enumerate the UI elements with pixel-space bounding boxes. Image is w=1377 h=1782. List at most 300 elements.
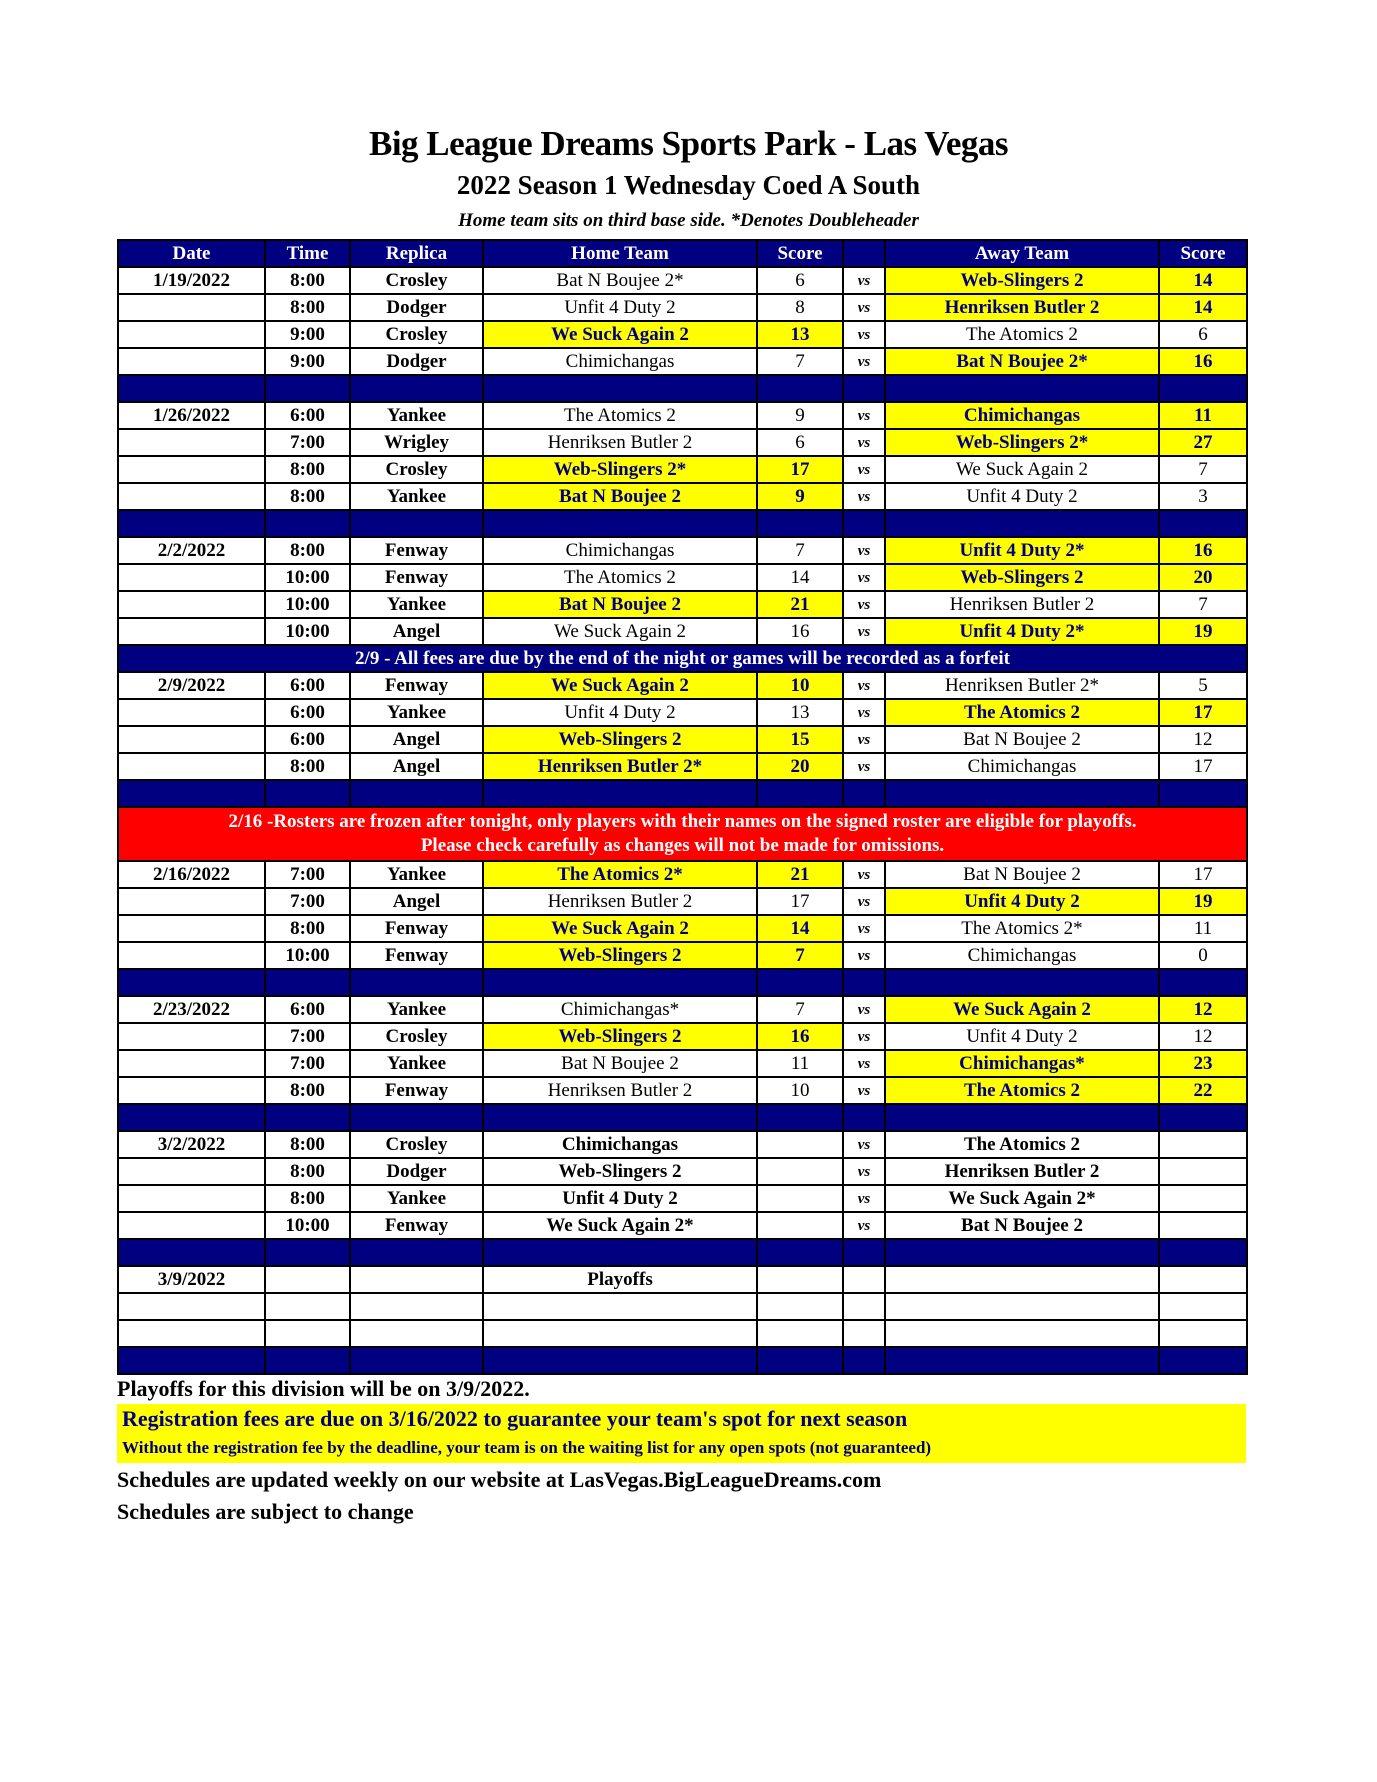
separator-cell <box>265 1104 350 1131</box>
home-team: Henriksen Butler 2 <box>483 1077 757 1104</box>
game-row <box>118 1320 1247 1347</box>
header-away-score: Score <box>1159 240 1247 267</box>
schedule-table <box>117 239 1248 1375</box>
game-time: 8:00 <box>265 915 350 942</box>
game-field: Yankee <box>350 591 483 618</box>
game-date <box>118 618 265 645</box>
week-separator <box>118 780 1247 807</box>
separator-cell <box>757 969 843 996</box>
game-date <box>118 1293 265 1320</box>
game-field: Angel <box>350 618 483 645</box>
away-team: We Suck Again 2 <box>885 456 1159 483</box>
separator-cell <box>265 1347 350 1374</box>
game-field: Fenway <box>350 915 483 942</box>
away-team: Chimichangas <box>885 942 1159 969</box>
separator-cell <box>350 1239 483 1266</box>
vs-label: vs <box>843 591 885 618</box>
vs-label: vs <box>843 348 885 375</box>
away-score: 12 <box>1159 726 1247 753</box>
away-score: 5 <box>1159 672 1247 699</box>
game-row <box>118 483 1247 510</box>
home-team: Chimichangas* <box>483 996 757 1023</box>
home-score: 16 <box>757 618 843 645</box>
game-row <box>118 348 1247 375</box>
game-row <box>118 753 1247 780</box>
separator-cell <box>885 1104 1159 1131</box>
game-field: Dodger <box>350 294 483 321</box>
separator-cell <box>265 1239 350 1266</box>
vs-label: vs <box>843 942 885 969</box>
home-score: 20 <box>757 753 843 780</box>
game-row <box>118 672 1247 699</box>
separator-cell <box>483 780 757 807</box>
vs-label: vs <box>843 537 885 564</box>
game-date: 2/16/2022 <box>118 861 265 888</box>
separator-cell <box>843 1347 885 1374</box>
roster-alert-row <box>118 807 1247 861</box>
game-field: Crosley <box>350 456 483 483</box>
game-date <box>118 321 265 348</box>
away-score <box>1159 1293 1247 1320</box>
game-date <box>118 726 265 753</box>
away-score: 12 <box>1159 1023 1247 1050</box>
game-date <box>118 429 265 456</box>
game-time: 8:00 <box>265 267 350 294</box>
week-separator <box>118 1104 1247 1131</box>
game-row <box>118 1185 1247 1212</box>
separator-cell <box>885 1239 1159 1266</box>
away-score: 11 <box>1159 402 1247 429</box>
separator-cell <box>118 1347 265 1374</box>
home-score <box>757 1158 843 1185</box>
separator-cell <box>757 510 843 537</box>
game-row <box>118 618 1247 645</box>
header-replica: Replica <box>350 240 483 267</box>
game-field <box>350 1293 483 1320</box>
game-time: 6:00 <box>265 699 350 726</box>
separator-cell <box>1159 1347 1247 1374</box>
separator-cell <box>350 969 483 996</box>
vs-label: vs <box>843 483 885 510</box>
vs-label: vs <box>843 267 885 294</box>
away-team: The Atomics 2 <box>885 321 1159 348</box>
header-away-team: Away Team <box>885 240 1159 267</box>
home-team: Web-Slingers 2 <box>483 1158 757 1185</box>
game-field: Fenway <box>350 942 483 969</box>
header-home-team: Home Team <box>483 240 757 267</box>
separator-cell <box>350 1347 483 1374</box>
home-team: The Atomics 2* <box>483 861 757 888</box>
game-field: Dodger <box>350 348 483 375</box>
home-team: We Suck Again 2 <box>483 915 757 942</box>
separator-cell <box>483 1104 757 1131</box>
game-date: 2/2/2022 <box>118 537 265 564</box>
game-time: 7:00 <box>265 429 350 456</box>
game-row <box>118 1293 1247 1320</box>
vs-label: vs <box>843 1185 885 1212</box>
game-field <box>350 1266 483 1293</box>
vs-label: vs <box>843 294 885 321</box>
game-time: 6:00 <box>265 672 350 699</box>
game-time: 10:00 <box>265 564 350 591</box>
game-row <box>118 591 1247 618</box>
separator-cell <box>118 969 265 996</box>
game-date <box>118 348 265 375</box>
game-date <box>118 1023 265 1050</box>
vs-label: vs <box>843 1077 885 1104</box>
vs-label: vs <box>843 672 885 699</box>
game-time: 8:00 <box>265 753 350 780</box>
away-score <box>1159 1320 1247 1347</box>
vs-label: vs <box>843 1158 885 1185</box>
game-row <box>118 1023 1247 1050</box>
away-score: 7 <box>1159 591 1247 618</box>
away-team: Web-Slingers 2 <box>885 564 1159 591</box>
game-date <box>118 591 265 618</box>
away-team: We Suck Again 2 <box>885 996 1159 1023</box>
game-field: Crosley <box>350 1023 483 1050</box>
game-date: 2/23/2022 <box>118 996 265 1023</box>
game-field: Yankee <box>350 483 483 510</box>
roster-alert <box>118 807 1247 861</box>
separator-cell <box>885 780 1159 807</box>
game-time: 8:00 <box>265 294 350 321</box>
home-team: Bat N Boujee 2 <box>483 591 757 618</box>
game-date <box>118 564 265 591</box>
vs-label <box>843 1266 885 1293</box>
schedule-note: Home team sits on third base side. *Denotes Doubleheader <box>458 210 919 231</box>
vs-label: vs <box>843 1023 885 1050</box>
separator-cell <box>843 510 885 537</box>
game-date <box>118 1077 265 1104</box>
separator-cell <box>885 510 1159 537</box>
vs-label: vs <box>843 1050 885 1077</box>
away-team: The Atomics 2 <box>885 1077 1159 1104</box>
header-date: Date <box>118 240 265 267</box>
home-score: 10 <box>757 1077 843 1104</box>
separator-cell <box>483 1347 757 1374</box>
registration-note: Registration fees are due on 3/16/2022 to guarantee your team's spot for next season <box>122 1406 908 1431</box>
away-team: Bat N Boujee 2 <box>885 861 1159 888</box>
separator-cell <box>1159 780 1247 807</box>
game-time: 8:00 <box>265 1158 350 1185</box>
game-row <box>118 429 1247 456</box>
away-team: The Atomics 2 <box>885 1131 1159 1158</box>
vs-label: vs <box>843 402 885 429</box>
game-field: Crosley <box>350 321 483 348</box>
game-row <box>118 1212 1247 1239</box>
game-row <box>118 1131 1247 1158</box>
game-date: 1/19/2022 <box>118 267 265 294</box>
away-score: 17 <box>1159 753 1247 780</box>
home-score: 11 <box>757 1050 843 1077</box>
home-team: Web-Slingers 2 <box>483 942 757 969</box>
away-team: Web-Slingers 2 <box>885 267 1159 294</box>
game-row <box>118 942 1247 969</box>
home-score: 8 <box>757 294 843 321</box>
game-date <box>118 888 265 915</box>
home-team: Henriksen Butler 2 <box>483 429 757 456</box>
home-score <box>757 1320 843 1347</box>
separator-cell <box>1159 969 1247 996</box>
separator-cell <box>885 969 1159 996</box>
home-team: Web-Slingers 2 <box>483 726 757 753</box>
away-score: 16 <box>1159 348 1247 375</box>
separator-cell <box>757 780 843 807</box>
game-field: Fenway <box>350 1077 483 1104</box>
game-date <box>118 294 265 321</box>
game-row <box>118 1158 1247 1185</box>
vs-label: vs <box>843 753 885 780</box>
vs-label: vs <box>843 888 885 915</box>
game-date: 2/9/2022 <box>118 672 265 699</box>
game-field: Yankee <box>350 996 483 1023</box>
game-time: 8:00 <box>265 537 350 564</box>
separator-cell <box>483 375 757 402</box>
home-team: Web-Slingers 2 <box>483 1023 757 1050</box>
separator-cell <box>1159 510 1247 537</box>
game-field: Yankee <box>350 861 483 888</box>
away-score: 22 <box>1159 1077 1247 1104</box>
away-team: Bat N Boujee 2 <box>885 1212 1159 1239</box>
game-row <box>118 996 1247 1023</box>
away-team: Chimichangas <box>885 753 1159 780</box>
home-team: We Suck Again 2 <box>483 618 757 645</box>
separator-cell <box>757 1347 843 1374</box>
game-row <box>118 267 1247 294</box>
game-field: Dodger <box>350 1158 483 1185</box>
away-score: 7 <box>1159 456 1247 483</box>
separator-cell <box>350 780 483 807</box>
away-team: Chimichangas <box>885 402 1159 429</box>
fees-notice: 2/9 - All fees are due by the end of the night or games will be recorded as a forfeit <box>118 645 1247 672</box>
home-team: Chimichangas <box>483 537 757 564</box>
vs-label: vs <box>843 699 885 726</box>
away-team: Henriksen Butler 2 <box>885 591 1159 618</box>
away-score <box>1159 1131 1247 1158</box>
game-row <box>118 699 1247 726</box>
away-team: Bat N Boujee 2 <box>885 726 1159 753</box>
home-score <box>757 1185 843 1212</box>
away-team: Unfit 4 Duty 2 <box>885 888 1159 915</box>
game-field: Yankee <box>350 699 483 726</box>
vs-label: vs <box>843 618 885 645</box>
separator-cell <box>118 1239 265 1266</box>
away-score: 23 <box>1159 1050 1247 1077</box>
game-time: 8:00 <box>265 1185 350 1212</box>
game-field: Yankee <box>350 1050 483 1077</box>
game-time: 6:00 <box>265 996 350 1023</box>
game-time: 7:00 <box>265 861 350 888</box>
away-score: 19 <box>1159 618 1247 645</box>
fees-notice-row <box>118 645 1247 672</box>
game-time <box>265 1266 350 1293</box>
home-team: Web-Slingers 2* <box>483 456 757 483</box>
away-team: Henriksen Butler 2 <box>885 294 1159 321</box>
game-time: 8:00 <box>265 456 350 483</box>
away-score: 6 <box>1159 321 1247 348</box>
home-score: 7 <box>757 348 843 375</box>
game-time: 10:00 <box>265 1212 350 1239</box>
separator-cell <box>757 375 843 402</box>
vs-label: vs <box>843 861 885 888</box>
game-row <box>118 321 1247 348</box>
game-time: 10:00 <box>265 591 350 618</box>
separator-cell <box>350 375 483 402</box>
home-score: 9 <box>757 483 843 510</box>
separator-cell <box>483 969 757 996</box>
playoffs-note: Playoffs for this division will be on 3/9/2022. <box>117 1376 530 1401</box>
game-time: 7:00 <box>265 1050 350 1077</box>
away-score: 17 <box>1159 699 1247 726</box>
game-field: Yankee <box>350 402 483 429</box>
game-date <box>118 1158 265 1185</box>
separator-cell <box>483 510 757 537</box>
week-separator <box>118 1239 1247 1266</box>
home-score: 13 <box>757 699 843 726</box>
header-vs <box>843 240 885 267</box>
home-team: The Atomics 2 <box>483 402 757 429</box>
home-score: 17 <box>757 888 843 915</box>
game-row <box>118 1266 1247 1293</box>
page-title: Big League Dreams Sports Park - Las Vegas <box>368 124 1008 163</box>
home-score: 14 <box>757 564 843 591</box>
game-date <box>118 1212 265 1239</box>
away-score <box>1159 1212 1247 1239</box>
vs-label: vs <box>843 996 885 1023</box>
game-date: 3/9/2022 <box>118 1266 265 1293</box>
vs-label <box>843 1320 885 1347</box>
header-home-score: Score <box>757 240 843 267</box>
separator-cell <box>843 1104 885 1131</box>
separator-cell <box>350 1104 483 1131</box>
game-date <box>118 699 265 726</box>
away-score: 19 <box>1159 888 1247 915</box>
week-separator <box>118 510 1247 537</box>
game-field: Angel <box>350 753 483 780</box>
game-row <box>118 537 1247 564</box>
away-team: Web-Slingers 2* <box>885 429 1159 456</box>
away-score: 12 <box>1159 996 1247 1023</box>
separator-cell <box>265 780 350 807</box>
away-team: Bat N Boujee 2* <box>885 348 1159 375</box>
game-date <box>118 753 265 780</box>
away-score: 0 <box>1159 942 1247 969</box>
home-score <box>757 1266 843 1293</box>
away-team: Chimichangas* <box>885 1050 1159 1077</box>
away-score <box>1159 1158 1247 1185</box>
separator-cell <box>118 1104 265 1131</box>
game-date <box>118 456 265 483</box>
game-time: 10:00 <box>265 618 350 645</box>
game-time: 7:00 <box>265 888 350 915</box>
separator-cell <box>843 780 885 807</box>
away-score: 27 <box>1159 429 1247 456</box>
home-score: 7 <box>757 942 843 969</box>
home-score: 14 <box>757 915 843 942</box>
away-team: Henriksen Butler 2* <box>885 672 1159 699</box>
separator-cell <box>118 375 265 402</box>
away-team <box>885 1320 1159 1347</box>
away-team: Unfit 4 Duty 2* <box>885 618 1159 645</box>
separator-cell <box>118 780 265 807</box>
alert-line-1: 2/16 -Rosters are frozen after tonight, only players with their names on the signed roster are eligible for playoffs. <box>228 811 1137 832</box>
separator-cell <box>843 375 885 402</box>
game-row <box>118 1050 1247 1077</box>
home-score: 17 <box>757 456 843 483</box>
home-team <box>483 1293 757 1320</box>
game-row <box>118 915 1247 942</box>
home-team: The Atomics 2 <box>483 564 757 591</box>
game-field: Crosley <box>350 267 483 294</box>
home-team: Henriksen Butler 2 <box>483 888 757 915</box>
away-score: 17 <box>1159 861 1247 888</box>
home-score: 15 <box>757 726 843 753</box>
vs-label: vs <box>843 456 885 483</box>
game-date <box>118 915 265 942</box>
separator-cell <box>843 969 885 996</box>
website-note: Schedules are updated weekly on our website at LasVegas.BigLeagueDreams.com <box>117 1467 882 1492</box>
vs-label: vs <box>843 1212 885 1239</box>
home-team: We Suck Again 2 <box>483 672 757 699</box>
page-subtitle: 2022 Season 1 Wednesday Coed A South <box>456 170 921 200</box>
game-date <box>118 483 265 510</box>
away-score: 14 <box>1159 294 1247 321</box>
vs-label: vs <box>843 1131 885 1158</box>
game-field: Wrigley <box>350 429 483 456</box>
separator-cell <box>265 510 350 537</box>
game-row <box>118 294 1247 321</box>
home-score: 21 <box>757 591 843 618</box>
game-row <box>118 1077 1247 1104</box>
away-score: 3 <box>1159 483 1247 510</box>
game-date: 1/26/2022 <box>118 402 265 429</box>
separator-cell <box>885 1347 1159 1374</box>
game-time: 6:00 <box>265 402 350 429</box>
game-field <box>350 1320 483 1347</box>
subject-to-change-note: Schedules are subject to change <box>117 1499 414 1524</box>
game-field: Fenway <box>350 564 483 591</box>
game-time <box>265 1320 350 1347</box>
game-row <box>118 402 1247 429</box>
separator-cell <box>757 1104 843 1131</box>
game-field: Angel <box>350 888 483 915</box>
vs-label: vs <box>843 429 885 456</box>
separator-cell <box>885 375 1159 402</box>
separator-cell <box>1159 375 1247 402</box>
away-team: Unfit 4 Duty 2 <box>885 483 1159 510</box>
week-separator <box>118 1347 1247 1374</box>
alert-line-2: Please check carefully as changes will not be made for omissions. <box>420 835 945 856</box>
header-time: Time <box>265 240 350 267</box>
registration-box <box>117 1404 1246 1463</box>
home-score <box>757 1293 843 1320</box>
game-date: 3/2/2022 <box>118 1131 265 1158</box>
home-score: 21 <box>757 861 843 888</box>
game-row <box>118 861 1247 888</box>
away-team: We Suck Again 2* <box>885 1185 1159 1212</box>
week-separator <box>118 969 1247 996</box>
home-score: 7 <box>757 537 843 564</box>
home-team: Bat N Boujee 2 <box>483 1050 757 1077</box>
game-field: Yankee <box>350 1185 483 1212</box>
home-team: Bat N Boujee 2 <box>483 483 757 510</box>
away-team: The Atomics 2 <box>885 699 1159 726</box>
home-score: 13 <box>757 321 843 348</box>
waiting-list-note: Without the registration fee by the deadline, your team is on the waiting list for any open spots (not guaranteed) <box>122 1438 932 1457</box>
game-date <box>118 942 265 969</box>
game-row <box>118 564 1247 591</box>
